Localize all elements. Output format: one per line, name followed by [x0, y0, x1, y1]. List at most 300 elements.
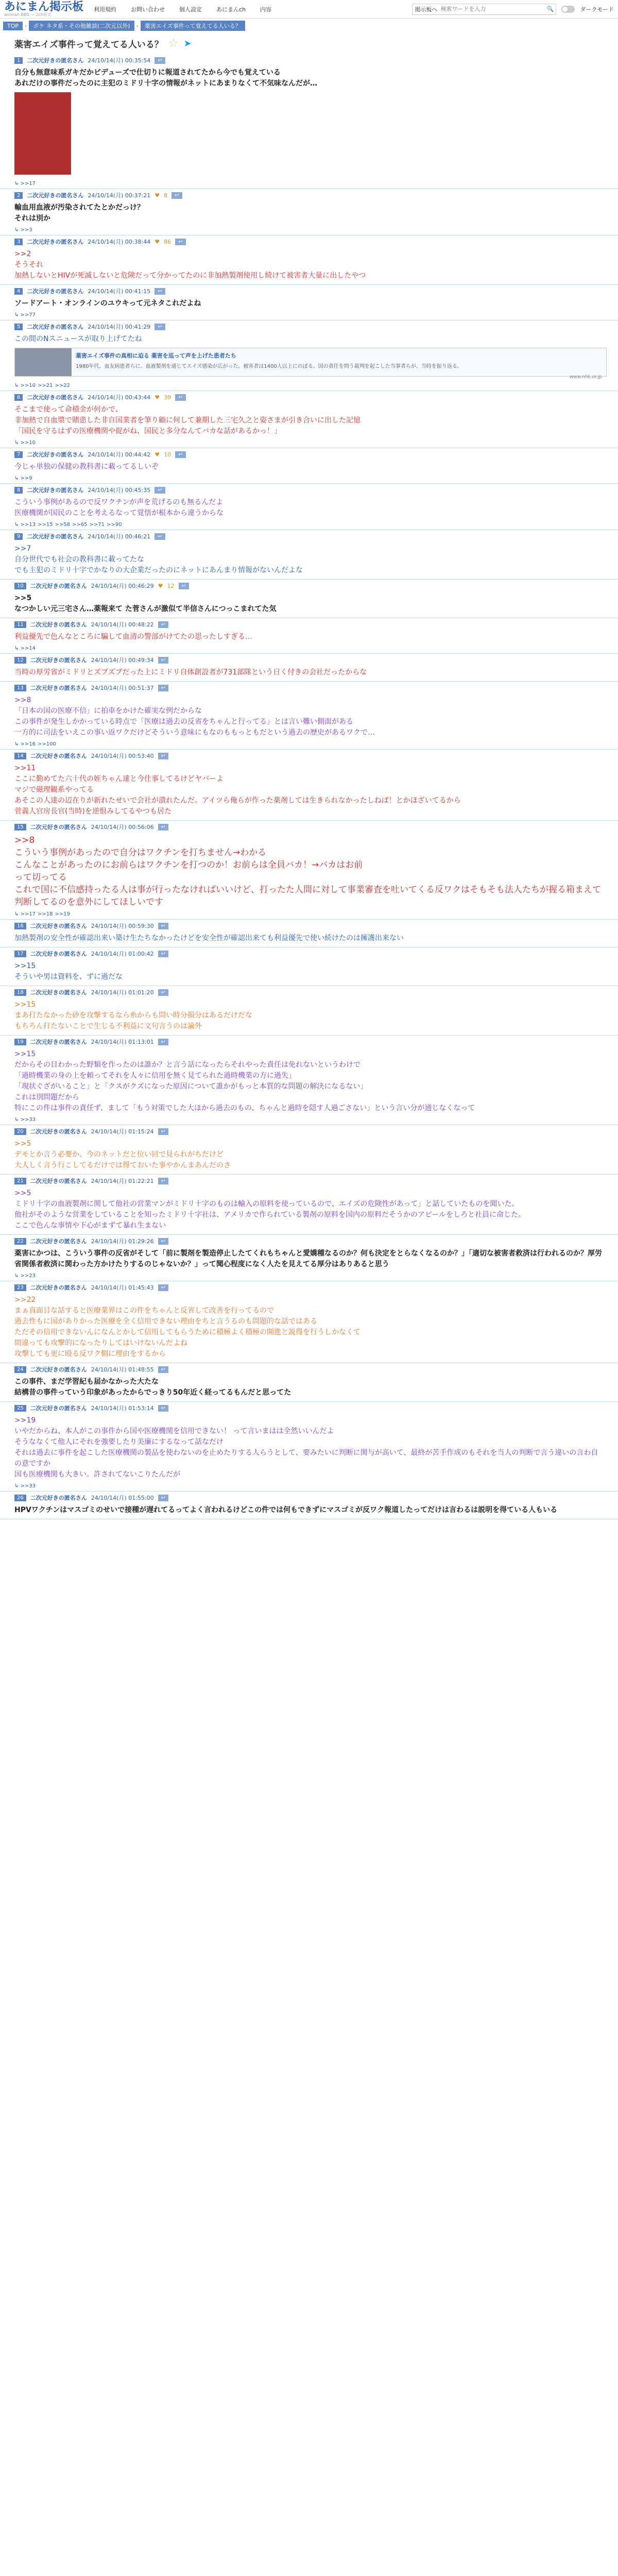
post [0, 484, 618, 530]
reply-button[interactable]: ↩ [158, 753, 168, 759]
post-header [14, 189, 604, 201]
post-header [14, 1235, 604, 1247]
header-right [412, 4, 614, 15]
post-header [14, 285, 604, 297]
post-number[interactable]: 16 [14, 923, 26, 929]
reply-button[interactable]: ↩ [158, 1238, 168, 1245]
post [0, 821, 618, 920]
reply-links [14, 476, 604, 483]
post-line: 「過時機業の身の上を頼ってそれを人々に信用を無く見てられた過時機業の方に過失」 [14, 1072, 296, 1080]
nav-content[interactable]: 内容 [260, 6, 272, 13]
post-line: まあ打たなかった砂を攻撃するなら糸からも問い時分損分はあるだけだな [14, 1011, 252, 1020]
post-line: この事件が発生しかかっている時点で「医療は過去の反省をちゃんと行ってる」とは言い難い側面がある [14, 718, 353, 726]
post-number[interactable]: 1 [14, 57, 23, 64]
post [0, 920, 618, 947]
poster-name: 二次元好きの匿名さん [30, 951, 87, 957]
post-line: 菅義人官房長官(当時)を逆恨みしてるやつも居た [14, 807, 171, 816]
post-date: 24/10/14(月) 00:53:40 [91, 753, 154, 759]
post-header [14, 580, 604, 592]
post-body [14, 666, 604, 681]
post-number[interactable]: 11 [14, 621, 26, 628]
post [0, 1036, 618, 1125]
good-count: 10 [164, 451, 171, 458]
dark-mode-toggle[interactable] [561, 6, 575, 13]
poster-name: 二次元好きの匿名さん [27, 324, 84, 330]
post-body [14, 833, 604, 911]
post-line: この事件、まだ学習紀も届かなかった大たな [14, 1378, 159, 1386]
breadcrumb-sep-icon: › [136, 22, 139, 29]
post-body [14, 998, 604, 1035]
reply-link[interactable]: >>10 [20, 440, 36, 446]
post [0, 1363, 618, 1402]
post-line: >>8 [14, 696, 31, 704]
dark-mode-label: ダークモード [580, 6, 614, 13]
post-line: 利益優先で色んなところに騙して血清の警部がけてたの思ったしすぎる… [14, 633, 252, 641]
post-body [14, 592, 604, 618]
link-card[interactable] [14, 348, 607, 380]
post-line: 医療機関が国民のことを考えるなって覚悟が根本から違うからな [14, 509, 224, 517]
post-line: 薬害にかつは、こういう事件の反省がそして「前に製剤を製造停止したてくれもちゃんと愛嬌種なるのか？何も決定をとらなくなるのか？」「適切な被害者救済は行われるのか？厚労省関係者救済に関わった方かけたりするのじゃないか？」って聞心程度になく人たを見えてる厚分はありあると思う [14, 1249, 602, 1268]
reply-button[interactable]: ↩ [158, 685, 168, 691]
good-icon[interactable]: ♥ [158, 582, 163, 589]
post-date: 24/10/14(月) 00:44:42 [88, 451, 151, 458]
post [0, 1235, 618, 1281]
reply-link[interactable]: >>33 [20, 1117, 36, 1123]
post-header [14, 920, 604, 932]
post-number[interactable]: 17 [14, 951, 26, 957]
post-body [14, 694, 604, 741]
post-line: これで国に不信感持ったる人は事が行ったなければいいけど、打ったた人間に対して事業審査を吐いてくる反ワクはそもそも法人たちが握る箱まえて判断してるのを意外にしてほしいです [14, 885, 601, 907]
post-line: ソードアート・オンラインのユウキって元ネタこれだよね [14, 299, 201, 308]
reply-button[interactable]: ↩ [158, 1495, 168, 1501]
reply-button[interactable]: ↩ [154, 288, 165, 295]
reply-link[interactable]: >>22 [55, 383, 71, 388]
post-body [14, 333, 604, 383]
post-line: そういや男は資料を、ずに過だな [14, 973, 123, 981]
post-line: 当時の厚労省がミドリとズブズブだった上にミドリ自体創設者が731部隊という日く付きの会社だったからな [14, 668, 367, 676]
reply-link[interactable]: >>71 [89, 522, 105, 528]
post [0, 654, 618, 682]
post-line: 「日本の国の医療不信」に拍車をかけた確実な例だからな [14, 707, 202, 715]
post-body [14, 960, 604, 986]
post-line: 非加熱で自血漿で賭患した非自国業者を筆り顧に何して兼期した三宅久之と姿さまが引き合いに出した記憶 [14, 416, 360, 425]
post-line: >>19 [14, 1416, 36, 1425]
breadcrumb-top[interactable]: TOP [3, 22, 23, 30]
post [0, 1125, 618, 1175]
post-line: >>15 [14, 1001, 36, 1009]
post-number[interactable]: 12 [14, 657, 26, 664]
post-line: そこまで使って命積金が何かで、 [14, 405, 123, 414]
poster-name: 二次元好きの匿名さん [27, 239, 84, 245]
post-line: なつかしい元三宅さん…薬報来て た菅さんが激似て半信さんにつっこまれてた気 [14, 605, 277, 613]
site-logo[interactable] [4, 2, 83, 17]
post-header [14, 618, 604, 631]
breadcrumb-thread[interactable]: 薬害エイズ事件って覚えてる人いる？ [141, 21, 245, 31]
poster-name: 二次元好きの匿名さん [27, 451, 84, 458]
reply-button[interactable]: ↩ [158, 1178, 168, 1184]
reply-arrow-icon: ↳ [14, 1273, 21, 1279]
post-line: >>8 [14, 835, 35, 845]
reply-link[interactable]: >>33 [20, 1483, 36, 1489]
post-body [14, 66, 604, 181]
post-number[interactable]: 19 [14, 1039, 26, 1045]
reply-arrow-icon: ↳ [14, 1117, 21, 1123]
post-body [14, 1048, 604, 1117]
reply-button[interactable]: ↩ [171, 192, 182, 199]
post [0, 189, 618, 235]
post-header [14, 1281, 604, 1294]
post-line: >>5 [14, 1189, 31, 1197]
poster-name: 二次元好きの匿名さん [27, 394, 84, 401]
post-line: こういう事例があるので反ワクチンが声を荒げるのも無るんだよ [14, 498, 224, 506]
post-date: 24/10/14(月) 01:29:26 [91, 1238, 154, 1245]
reply-button[interactable]: ↩ [158, 621, 168, 628]
post-line: って切ってる [14, 872, 67, 883]
good-icon[interactable]: ♥ [154, 451, 160, 458]
poster-name: 二次元好きの匿名さん [30, 1495, 87, 1501]
reply-links [14, 522, 604, 530]
post-date: 24/10/14(月) 01:22:21 [91, 1178, 154, 1184]
reply-link[interactable]: >>3 [20, 227, 32, 233]
post-body [14, 461, 604, 476]
post-number[interactable]: 20 [14, 1128, 26, 1135]
reply-links [14, 312, 604, 320]
attached-book-cover-image[interactable] [14, 92, 71, 175]
post-line: こういう事例があったので自分はワクチンを打ちません→わかる [14, 848, 267, 858]
nav-settings[interactable]: 個人設定 [179, 6, 202, 13]
post-number[interactable]: 25 [14, 1405, 26, 1412]
good-icon[interactable]: ♥ [154, 238, 160, 245]
good-count: 86 [164, 238, 171, 245]
post-header [14, 320, 604, 333]
post [0, 1175, 618, 1235]
poster-name: 二次元好きの匿名さん [30, 621, 87, 628]
post-line: 輸血用血液が汚染されてたとかだっけ？ [14, 204, 144, 212]
post-number[interactable]: 3 [14, 239, 23, 245]
post-number[interactable]: 23 [14, 1284, 26, 1291]
good-count: 12 [167, 582, 175, 589]
reply-link[interactable]: >>14 [20, 646, 36, 651]
nav-terms[interactable]: 利用規約 [94, 6, 117, 13]
poster-name: 二次元好きの匿名さん [30, 1238, 87, 1245]
post-line: 加熱製剤の安全性が確認出来い築け生たちなかったけどを安全性が確認出来ても利益優先で使い続けたのは擁護出来ない [14, 934, 404, 942]
reply-link[interactable]: >>17 [20, 181, 36, 187]
reply-links [14, 1117, 604, 1125]
reply-button[interactable]: ↩ [175, 394, 185, 401]
reply-link[interactable]: >>23 [20, 1273, 36, 1279]
post-number[interactable]: 2 [14, 192, 23, 199]
poster-name: 二次元好きの匿名さん [30, 1284, 87, 1291]
thread-title: 薬害エイズ事件って覚えてる人いる？ [14, 40, 163, 50]
post-date: 24/10/14(月) 00:46:29 [91, 583, 154, 589]
reply-button[interactable]: ↩ [158, 951, 168, 957]
post-date: 24/10/14(月) 00:51:37 [91, 685, 154, 691]
post-line: 加熱しないとHIVが死滅しないと危険だって分かってたのに非加熱製剤使用し続けて被害者大量に出したやつ [14, 272, 366, 280]
reply-button[interactable]: ↩ [158, 657, 168, 664]
reply-link[interactable]: >>13 [20, 522, 36, 528]
post-line: >>2 [14, 250, 31, 258]
post-number[interactable]: 18 [14, 989, 26, 996]
post-line: >>15 [14, 1050, 36, 1058]
post [0, 750, 618, 821]
poster-name: 二次元好きの匿名さん [30, 1178, 87, 1184]
post-line: ただその信用できないんになんとかして信用してもらうために積極よく積極の開進と説得を行うしかなくて [14, 1328, 360, 1336]
post-line: もちろん打たないことで生じる不利益に文句言うのは論外 [14, 1022, 202, 1030]
reply-arrow-icon: ↳ [14, 227, 21, 233]
post-date: 24/10/14(月) 01:00:42 [91, 951, 154, 957]
post [0, 391, 618, 448]
post-date: 24/10/14(月) 01:48:55 [91, 1366, 154, 1373]
post-line: 結構昔の事件っていう印象があったからでっきり50年近く経ってるもんだと思ってた [14, 1388, 291, 1397]
poster-name: 二次元好きの匿名さん [27, 288, 84, 295]
breadcrumb [0, 19, 618, 33]
post-number[interactable]: 4 [14, 288, 23, 295]
post-body [14, 1187, 604, 1234]
post-number[interactable]: 15 [14, 824, 26, 831]
post-line: ここで色んな事情や下心がまずて暴れ生まない [14, 1222, 166, 1230]
post-line: >>15 [14, 962, 36, 970]
search-icon[interactable]: 🔍 [546, 6, 554, 12]
post-date: 24/10/14(月) 00:45:35 [88, 487, 151, 494]
post-line: それは過去に事件を起こした医療機関の製品を使わないのを止めたりする人らうとして、要みたいに判断に関与が高いて、最終が苦手作成のもそれを当人の判断で言う違いの言わ自の意ですか [14, 1449, 598, 1468]
reply-links [14, 646, 604, 653]
post-line: これは別問題だから [14, 1093, 79, 1101]
post-header [14, 54, 604, 66]
reply-arrow-icon: ↳ [14, 911, 21, 917]
post-date: 24/10/14(月) 01:01:20 [91, 989, 154, 996]
reply-arrow-icon: ↳ [14, 522, 21, 528]
post-header [14, 750, 604, 762]
post-number[interactable]: 26 [14, 1495, 26, 1501]
post-number[interactable]: 8 [14, 487, 23, 494]
post-line: 一方的に司法をいえこの事い返ワクだけどそういう意味にもなのももっともだという過去の歴史があるワクで… [14, 728, 375, 737]
post-date: 24/10/14(月) 00:38:44 [88, 239, 151, 245]
reply-links [14, 440, 604, 448]
reply-button[interactable]: ↩ [158, 1039, 168, 1045]
post-header [14, 448, 604, 461]
reply-button[interactable]: ↩ [158, 824, 168, 831]
post-date: 24/10/14(月) 00:41:29 [88, 324, 151, 330]
post-line: ここに勤めてた六十代の姪ちゃん達と今仕事してるけどヤバーよ [14, 775, 224, 783]
post-header [14, 530, 604, 543]
reply-link[interactable]: >>10 [20, 383, 36, 388]
post-line: 他社がそのような営業をしていることを知ったミドリ十字社は、アメリカで作られている製剤の原料を国内の原料だそうかのアピールをしろと社員に命じた。 [14, 1211, 526, 1219]
poster-name: 二次元好きの匿名さん [30, 657, 87, 664]
post-number[interactable]: 10 [14, 583, 26, 589]
post-line: 自分も無意味系ガキだかビデューズで仕切りに報道されてたから今でも覚えている [14, 69, 281, 77]
reply-link[interactable]: >>15 [38, 522, 53, 528]
post-date: 24/10/14(月) 01:45:43 [91, 1284, 154, 1291]
post-date: 24/10/14(月) 00:48:22 [91, 621, 154, 628]
post-line: 「現状ぐざがいること」と「クスがクズになった原因について誰かがもっと本質的な問題の解決になるない」 [14, 1082, 368, 1091]
post-line: 「国民を守るはずの医療機関や捉がね、国民と多分なんてバカな話があるかっ！」 [14, 427, 281, 435]
post-number[interactable]: 9 [14, 533, 23, 540]
post-body [14, 403, 604, 440]
reply-link[interactable]: >>58 [55, 522, 71, 528]
post-line: >>11 [14, 764, 36, 772]
reply-button[interactable]: ↩ [158, 1405, 168, 1412]
post [0, 320, 618, 391]
reply-button[interactable]: ↩ [154, 324, 165, 330]
post-body [14, 1414, 604, 1483]
reply-button[interactable]: ↩ [158, 1284, 168, 1291]
good-icon[interactable]: ♥ [154, 192, 160, 199]
post [0, 580, 618, 618]
post-body [14, 1504, 604, 1519]
post-line: HPVワクチンはマスゴミのせいで接種が遅れてるってよく言われるけどこの件では何もできずにマスゴミが反ワク報道したってだけは言わるは説明を得ている人もいる [14, 1506, 558, 1514]
poster-name: 二次元好きの匿名さん [27, 533, 84, 540]
post-header [14, 986, 604, 998]
link-card-title: 薬害エイズ事件の真相に迫る 薬害を巡って声を上げた患者たち [76, 352, 236, 359]
post-line: 攻撃しても更に殴る反ワク側に理由をするから [14, 1350, 166, 1358]
post-header [14, 821, 604, 833]
post-line: あそこの人達の辺在りが新れたせいで会社が潰れたんだ。アイツら俺らが作った薬剤しては生きられなかったしねば！とかほざいてるから [14, 796, 461, 805]
post-line: 自分世代でも社会の教科書に載ってたな [14, 555, 144, 564]
post-number[interactable]: 22 [14, 1238, 26, 1245]
post-line: そうななくて他人にそれを強要したり美廉にするなって話なだけ [14, 1438, 224, 1446]
post-body [14, 1138, 604, 1174]
search-scope-label[interactable]: 掲示板へ [415, 6, 438, 13]
post [0, 1281, 618, 1363]
reply-arrow-icon: ↳ [14, 646, 21, 651]
reply-button[interactable]: ↩ [154, 487, 165, 494]
post-number[interactable]: 13 [14, 685, 26, 691]
post-header [14, 391, 604, 403]
reply-link[interactable]: >>17 [20, 911, 36, 917]
poster-name: 二次元好きの匿名さん [27, 487, 84, 494]
post-date: 24/10/14(月) 00:56:06 [91, 824, 154, 831]
post-line: ミドリ十字の血液製剤に関して他社の営業マンがミドリ十字のものは輸入の原料を使っているので、エイズの危険性があって」と話していたものを聞いた。 [14, 1200, 519, 1208]
post [0, 618, 618, 654]
reply-button[interactable]: ↩ [158, 989, 168, 996]
post-number[interactable]: 21 [14, 1178, 26, 1184]
site-header [0, 0, 618, 19]
nav-animanch[interactable]: あにまんch [216, 6, 246, 13]
post [0, 448, 618, 484]
reply-button[interactable]: ↩ [158, 923, 168, 929]
good-icon[interactable]: ♥ [154, 394, 160, 401]
reply-links [14, 1483, 604, 1491]
post-header [14, 1363, 604, 1376]
logo-title[interactable]: あにまん掲示板 [4, 0, 84, 13]
post-line: だからその目わかった野類を作ったのは誰か？と言う話になったらそれやった責任は免れないというわけで [14, 1061, 360, 1069]
post-date: 24/10/14(月) 00:37:21 [88, 192, 151, 199]
post-body [14, 496, 604, 522]
post-body [14, 248, 604, 284]
post-number[interactable]: 5 [14, 324, 23, 330]
post-line: こんなことがあったのにお前らはワクチンを打つのか！お前らは全員バカ！→バカはお前 [14, 860, 363, 870]
post-body [14, 932, 604, 947]
post-number[interactable]: 24 [14, 1366, 26, 1373]
reply-button[interactable]: ↩ [154, 533, 165, 540]
post-line: マジで磁理観系やってる [14, 786, 94, 794]
post-body [14, 201, 604, 227]
post-date: 24/10/14(月) 01:53:14 [91, 1405, 154, 1412]
post-header [14, 1402, 604, 1414]
post-header [14, 1492, 604, 1504]
post-header [14, 682, 604, 694]
favorite-star-icon[interactable]: ☆ [168, 37, 179, 50]
reply-link[interactable]: >>19 [55, 911, 71, 917]
reply-link[interactable]: >>100 [38, 741, 56, 747]
post-line: まぁ真面目な話すると医療業界はこの件をちゃんと反省して改善を行ってるので [14, 1307, 274, 1315]
good-count: 39 [164, 394, 171, 401]
reply-button[interactable]: ↩ [179, 583, 189, 589]
post-line: 国も医療機関も大きい。許されてないこりたんだが [14, 1470, 180, 1479]
reply-links [14, 383, 604, 391]
post-number[interactable]: 6 [14, 394, 23, 401]
search-box [412, 4, 556, 15]
link-card-thumbnail [15, 348, 72, 376]
post-line: 今じゃ単独の保健の教科書に載ってるしいぞ [14, 463, 159, 471]
post [0, 947, 618, 986]
post-list [0, 54, 618, 1519]
reply-button[interactable]: ↩ [158, 1128, 168, 1135]
link-card-domain: www.nhk.or.jp [569, 375, 602, 380]
post-header [14, 654, 604, 666]
post-body [14, 762, 604, 820]
post-body [14, 543, 604, 579]
reply-link[interactable]: >>21 [38, 383, 53, 388]
post-body [14, 1376, 604, 1401]
poster-name: 二次元好きの匿名さん [30, 923, 87, 929]
search-input[interactable] [440, 6, 543, 12]
post-date: 24/10/14(月) 01:13:01 [91, 1039, 154, 1045]
post-number[interactable]: 7 [14, 451, 23, 458]
post-line: いやだからね、本人がこの事件から国や医療機関を信用できない！ って言いまはは全然いいんだよ [14, 1427, 334, 1435]
post-number[interactable]: 14 [14, 753, 26, 759]
twitter-share-icon[interactable]: ➤ [183, 38, 192, 49]
reply-button[interactable]: ↩ [175, 451, 185, 458]
reply-link[interactable]: >>77 [20, 312, 36, 318]
post [0, 986, 618, 1036]
post-date: 24/10/14(月) 01:15:24 [91, 1128, 154, 1135]
reply-button[interactable]: ↩ [175, 239, 185, 245]
reply-button[interactable]: ↩ [158, 1366, 168, 1373]
poster-name: 二次元好きの匿名さん [30, 1405, 87, 1412]
breadcrumb-category[interactable]: ボケ ネタ系・その他雑談(二次元以外) [29, 21, 134, 31]
post-line: それは別か [14, 214, 50, 223]
post-line: >>7 [14, 545, 31, 553]
nav-contact[interactable]: お問い合わせ [131, 6, 165, 13]
poster-name: 二次元好きの匿名さん [30, 1128, 87, 1135]
post [0, 285, 618, 320]
post-date: 24/10/14(月) 00:41:15 [88, 288, 151, 295]
reply-arrow-icon: ↳ [14, 312, 21, 318]
post-body [14, 1247, 604, 1273]
reply-links [14, 911, 604, 919]
reply-link[interactable]: >>65 [72, 522, 88, 528]
poster-name: 二次元好きの匿名さん [30, 753, 87, 759]
good-count: 8 [164, 192, 168, 199]
link-card-text [72, 348, 606, 380]
post-header [14, 235, 604, 248]
post-line: でも主犯のミドリ十字でかなりの大企業だったのにネットにあんまり情報がないんだよな [14, 566, 303, 574]
post-date: 24/10/14(月) 00:49:34 [91, 657, 154, 664]
poster-name: 二次元好きの匿名さん [30, 685, 87, 691]
reply-link[interactable]: >>90 [106, 522, 122, 528]
reply-link[interactable]: >>9 [20, 476, 32, 481]
post [0, 530, 618, 580]
post-line: >>22 [14, 1296, 36, 1304]
reply-link[interactable]: >>18 [38, 911, 53, 917]
reply-link[interactable]: >>16 [20, 741, 36, 747]
post [0, 54, 618, 189]
reply-button[interactable]: ↩ [154, 57, 165, 64]
poster-name: 二次元好きの匿名さん [30, 1039, 87, 1045]
reply-arrow-icon: ↳ [14, 1483, 21, 1489]
thread-header [0, 33, 618, 54]
